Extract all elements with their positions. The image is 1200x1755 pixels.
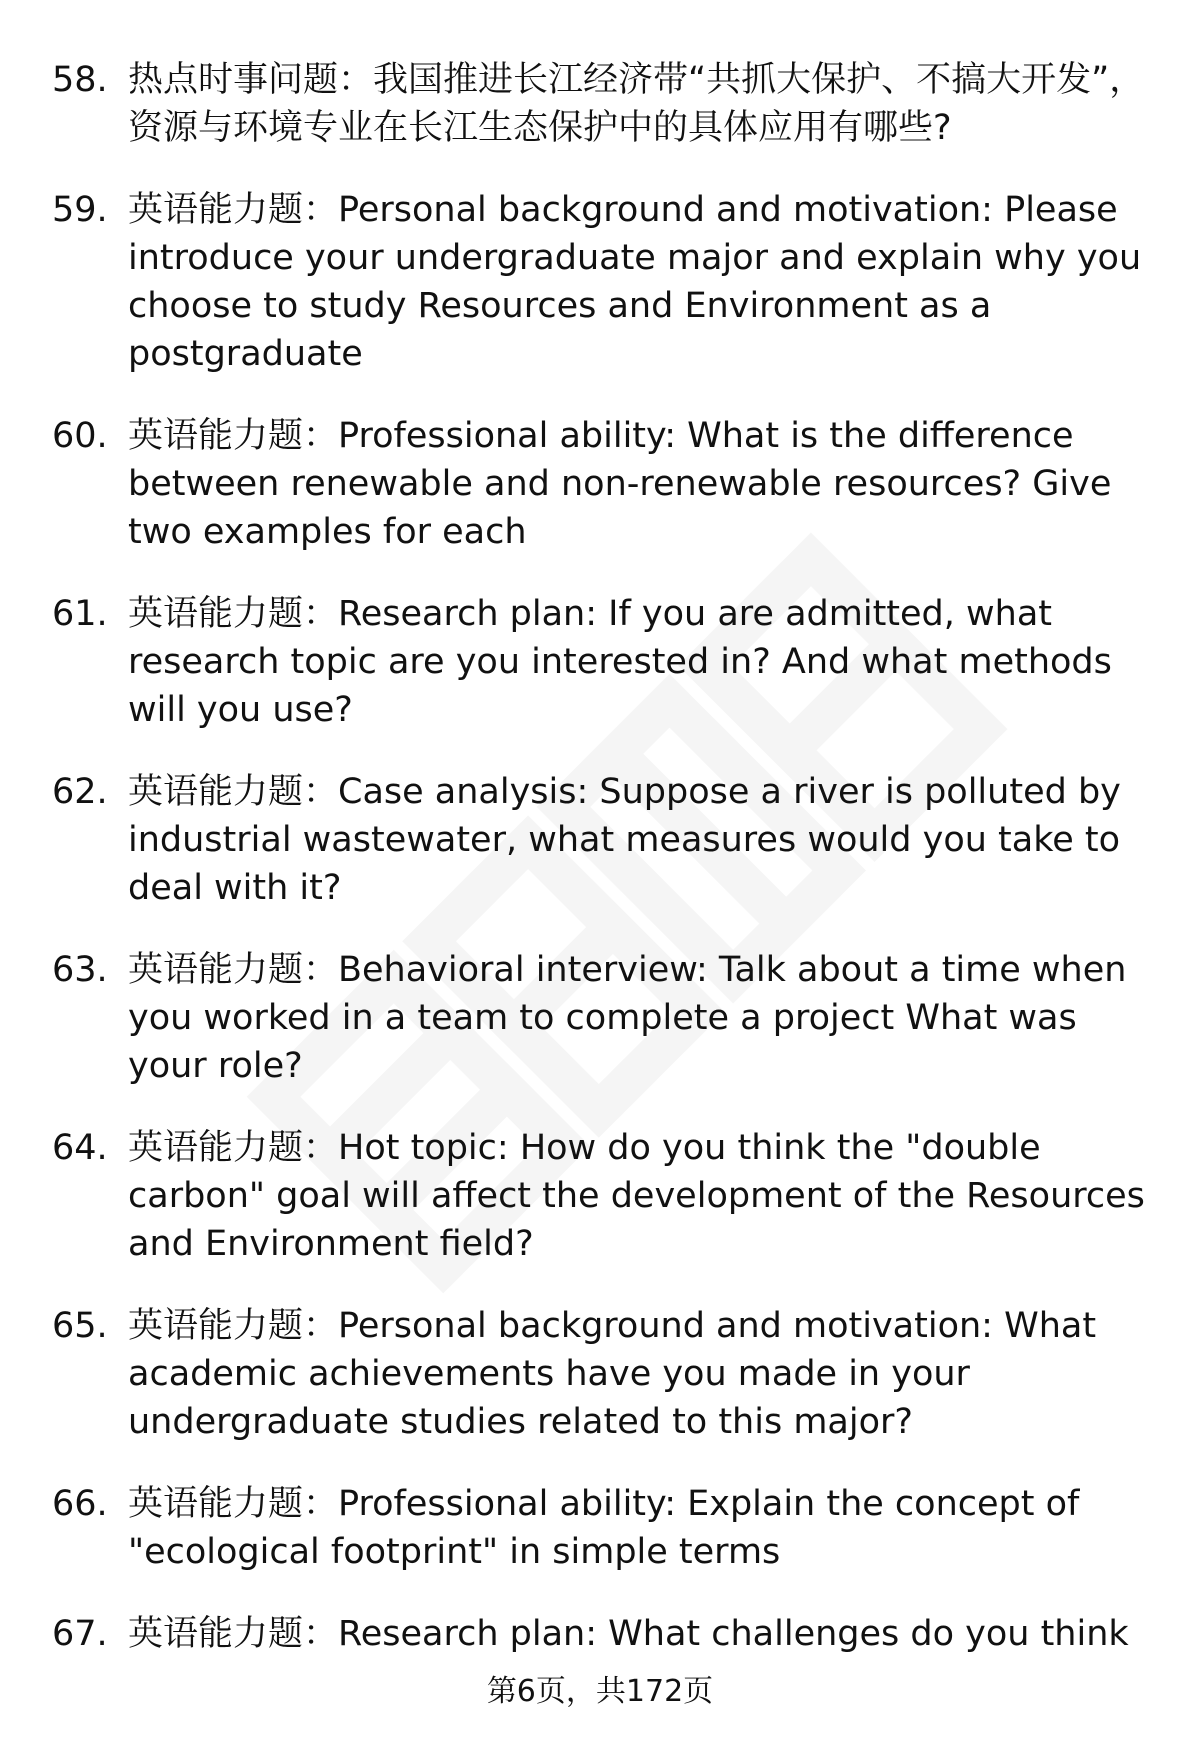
question-text: 英语能力题：Research plan: What challenges do you think [128,1614,1129,1654]
question-number: 64. [52,1128,108,1168]
question-number: 61. [52,594,108,634]
list-item [0,1610,1200,1658]
list-item [0,768,1200,912]
list-item [0,1480,1200,1576]
question-number: 62. [52,772,108,812]
list-item [0,186,1200,378]
question-text: 英语能力题：Professional ability: What is the difference between renewable and non-renewable resources? Give two examples for each [128,416,1112,552]
list-item [0,1302,1200,1446]
question-number: 63. [52,950,108,990]
question-number: 65. [52,1306,108,1346]
list-item [0,590,1200,734]
question-number: 67. [52,1614,108,1654]
question-text: 热点时事问题：我国推进长江经济带“共抓大保护、不搞大开发”，资源与环境专业在长江生态保护中的具体应用有哪些? [128,60,1145,148]
question-text: 英语能力题：Research plan: If you are admitted, what research topic are you interested in? And what methods will you use? [128,594,1112,730]
question-text: 英语能力题：Personal background and motivation: What academic achievements have you made in your undergraduate studies related to this major? [128,1306,1097,1442]
list-item [0,1124,1200,1268]
question-text: 英语能力题：Professional ability: Explain the concept of "ecological footprint" in simple terms [128,1484,1080,1572]
list-item [0,412,1200,556]
question-number: 58. [52,60,108,100]
question-number: 66. [52,1484,108,1524]
question-text: 英语能力题：Hot topic: How do you think the "double carbon" goal will affect the development of the Resources and Environment field? [128,1128,1145,1264]
question-number: 60. [52,416,108,456]
question-text: 英语能力题：Personal background and motivation: Please introduce your undergraduate major and explain why you choose to study Resources and Environment as a postgraduate [128,190,1142,374]
question-text: 英语能力题：Behavioral interview: Talk about a time when you worked in a team to complete a project What was your role? [128,950,1127,1086]
list-item [0,946,1200,1090]
question-list [0,56,1200,1692]
question-number: 59. [52,190,108,230]
page-footer: 第6页，共172页 [0,1672,1200,1712]
question-text: 英语能力题：Case analysis: Suppose a river is polluted by industrial wastewater, what measures would you take to deal with it? [128,772,1121,908]
list-item [0,56,1200,152]
